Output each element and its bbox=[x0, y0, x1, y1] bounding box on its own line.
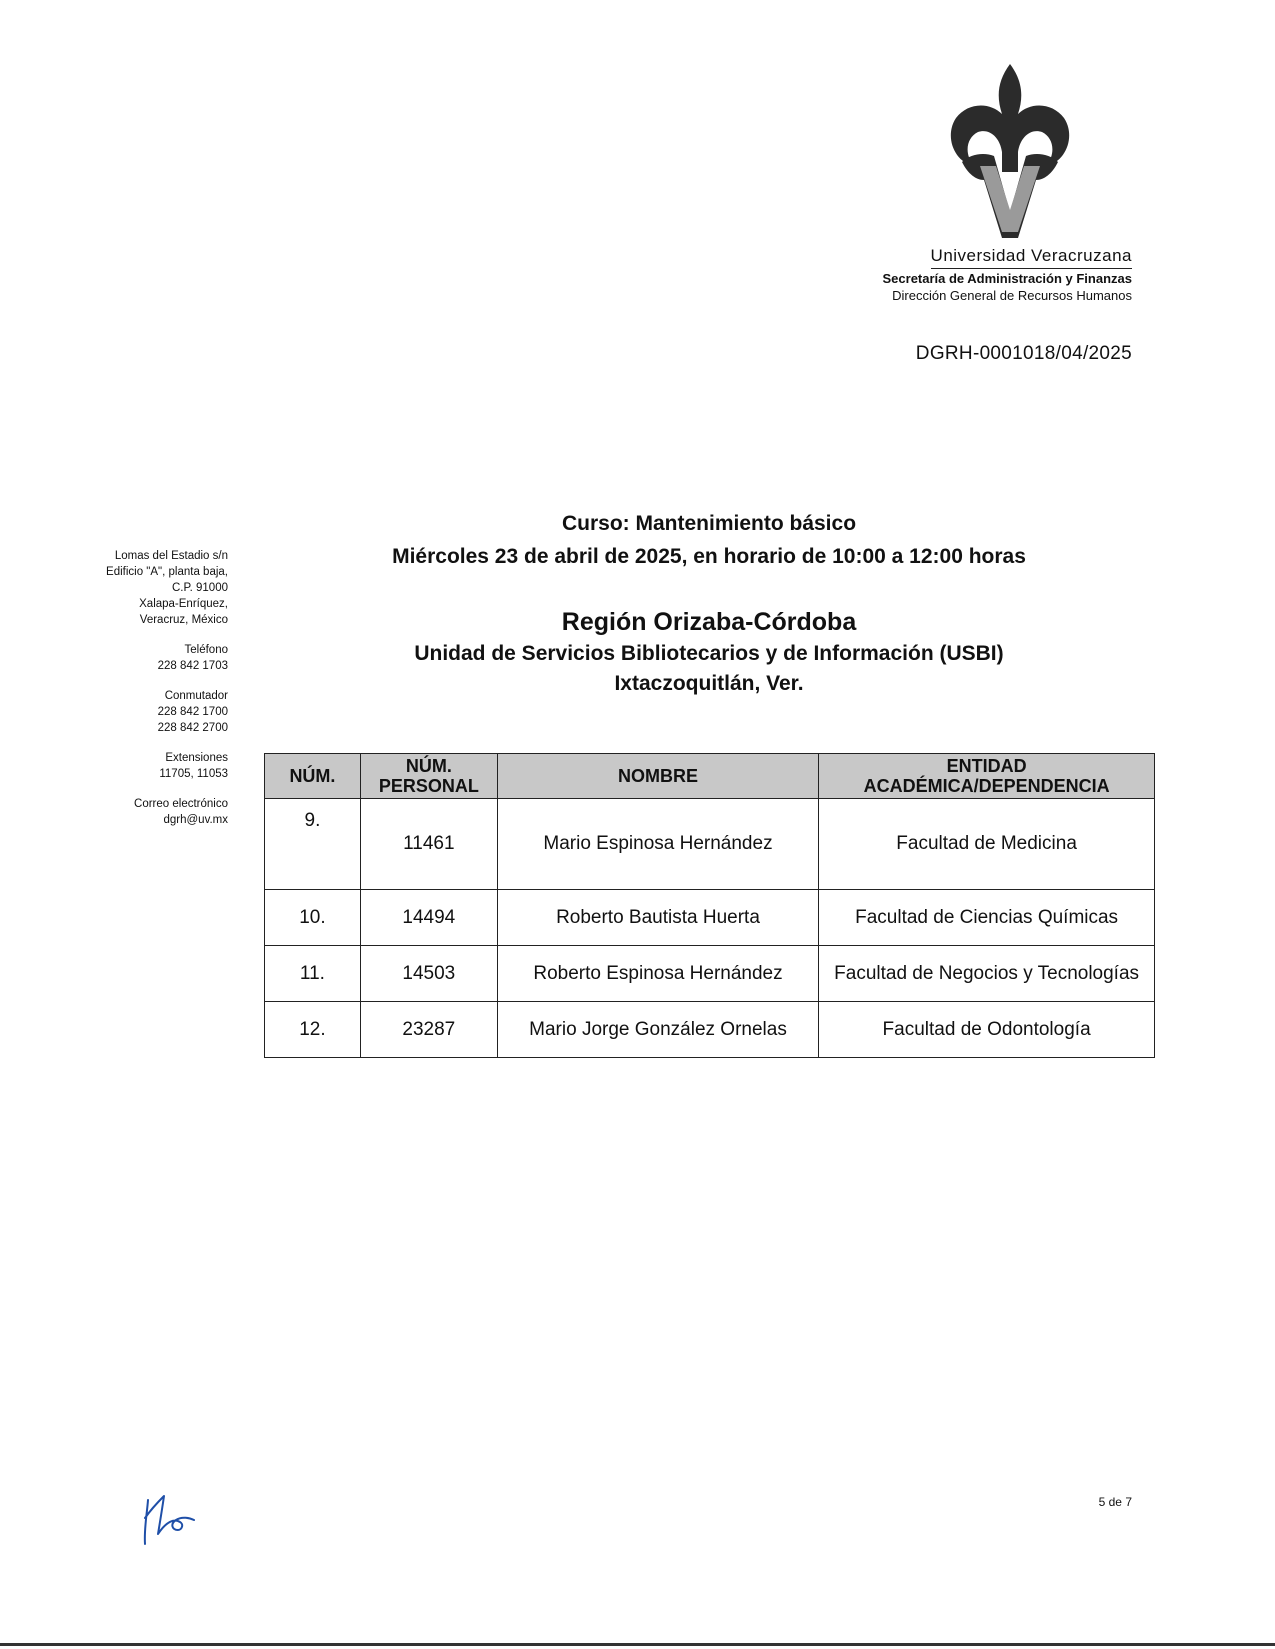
email-block bbox=[28, 796, 228, 828]
row-entity: Facultad de Odontología bbox=[819, 1002, 1155, 1058]
row-name: Roberto Espinosa Hernández bbox=[497, 946, 818, 1002]
switchboard-number: 228 842 2700 bbox=[157, 722, 228, 734]
contact-sidebar bbox=[28, 548, 228, 842]
row-personal: 11461 bbox=[360, 799, 497, 890]
row-name: Roberto Bautista Huerta bbox=[497, 890, 818, 946]
table-row bbox=[265, 946, 1155, 1002]
address-block bbox=[28, 548, 228, 628]
header-entity: ENTIDAD ACADÉMICA/DEPENDENCIA bbox=[819, 754, 1155, 799]
switchboard-label: Conmutador bbox=[164, 690, 228, 702]
email-label: Correo electrónico bbox=[134, 798, 228, 810]
address-line: C.P. 91000 bbox=[171, 582, 228, 594]
email-value: dgrh@uv.mx bbox=[163, 814, 228, 826]
address-line: Lomas del Estadio s/n bbox=[114, 550, 228, 562]
phone-number: 228 842 1703 bbox=[157, 660, 228, 672]
course-title: Curso: Mantenimiento básico bbox=[561, 512, 857, 535]
header-num: NÚM. bbox=[265, 754, 361, 799]
row-personal: 14503 bbox=[360, 946, 497, 1002]
header-personal: NÚM. PERSONAL bbox=[360, 754, 497, 799]
phone-label: Teléfono bbox=[184, 644, 228, 656]
row-num: 9. bbox=[265, 799, 361, 890]
row-name: Mario Jorge González Ornelas bbox=[497, 1002, 818, 1058]
address-line: Xalapa-Enríquez, bbox=[139, 598, 228, 610]
header-name: NOMBRE bbox=[497, 754, 818, 799]
organization-header bbox=[883, 246, 1133, 303]
extensions-label: Extensiones bbox=[165, 752, 228, 764]
secretariat-name: Secretaría de Administración y Finanzas bbox=[882, 271, 1132, 286]
extensions-block bbox=[28, 750, 228, 782]
row-personal: 14494 bbox=[360, 890, 497, 946]
row-entity: Facultad de Medicina bbox=[819, 799, 1155, 890]
handwritten-initials-icon bbox=[138, 1478, 198, 1548]
phone-block bbox=[28, 642, 228, 674]
row-name: Mario Espinosa Hernández bbox=[497, 799, 818, 890]
table-row bbox=[265, 1002, 1155, 1058]
row-entity: Facultad de Negocios y Tecnologías bbox=[819, 946, 1155, 1002]
direction-name: Dirección General de Recursos Humanos bbox=[892, 288, 1132, 303]
university-name: Universidad Veracruzana bbox=[931, 246, 1132, 269]
table-header-row bbox=[265, 754, 1155, 799]
row-num: 12. bbox=[265, 1002, 361, 1058]
course-schedule: Miércoles 23 de abril de 2025, en horario de 10:00 a 12:00 horas bbox=[392, 545, 1026, 568]
address-line: Veracruz, México bbox=[139, 614, 228, 626]
table-row bbox=[265, 799, 1155, 890]
participants-table bbox=[264, 753, 1155, 1058]
row-personal: 23287 bbox=[360, 1002, 497, 1058]
city-name: Ixtaczoquitlán, Ver. bbox=[614, 672, 804, 695]
extensions-value: 11705, 11053 bbox=[159, 768, 228, 780]
switchboard-number: 228 842 1700 bbox=[157, 706, 228, 718]
university-logo-icon bbox=[940, 62, 1080, 240]
region-title: Región Orizaba-Córdoba bbox=[561, 608, 857, 636]
unit-name: Unidad de Servicios Bibliotecarios y de Información (USBI) bbox=[414, 642, 1004, 665]
switchboard-block bbox=[28, 688, 228, 736]
page-bottom-rule bbox=[0, 1643, 1275, 1646]
row-num: 10. bbox=[265, 890, 361, 946]
page-number: 5 de 7 bbox=[1098, 1495, 1132, 1509]
table-row bbox=[265, 890, 1155, 946]
address-line: Edificio "A", planta baja, bbox=[106, 566, 228, 578]
row-entity: Facultad de Ciencias Químicas bbox=[819, 890, 1155, 946]
document-reference: DGRH-0001018/04/2025 bbox=[915, 343, 1132, 364]
row-num: 11. bbox=[265, 946, 361, 1002]
